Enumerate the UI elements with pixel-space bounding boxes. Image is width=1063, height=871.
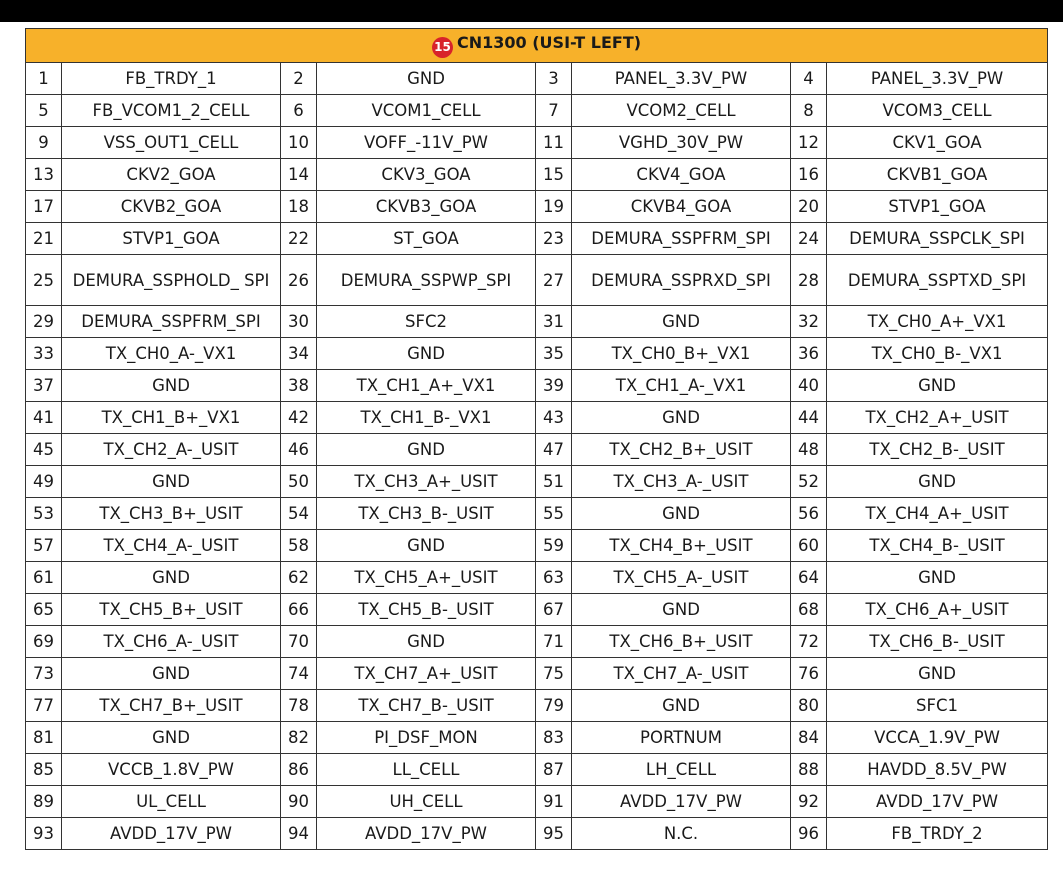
pin-number: 94 [281,818,317,850]
pin-number: 89 [26,786,62,818]
pin-signal: VCOM2_CELL [572,95,791,127]
connector-number-badge: 15 [432,37,453,58]
pin-number: 52 [791,466,827,498]
pin-number: 56 [791,498,827,530]
pin-number: 68 [791,594,827,626]
pin-signal: TX_CH5_A+_USIT [317,562,536,594]
pin-signal: TX_CH4_A-_USIT [62,530,281,562]
pin-number: 45 [26,434,62,466]
pin-number: 33 [26,338,62,370]
pin-signal: TX_CH6_B-_USIT [827,626,1048,658]
pin-number: 22 [281,223,317,255]
pin-number: 77 [26,690,62,722]
pin-signal: GND [827,562,1048,594]
pin-signal: TX_CH7_A+_USIT [317,658,536,690]
pin-number: 40 [791,370,827,402]
pin-number: 8 [791,95,827,127]
pin-signal: LL_CELL [317,754,536,786]
pin-signal: VCCB_1.8V_PW [62,754,281,786]
pin-number: 66 [281,594,317,626]
pin-number: 26 [281,255,317,306]
pin-signal: CKV2_GOA [62,159,281,191]
pin-signal: TX_CH1_B-_VX1 [317,402,536,434]
pin-signal: TX_CH1_A-_VX1 [572,370,791,402]
table-row [26,159,1048,191]
pin-number: 88 [791,754,827,786]
top-bar [0,0,1063,22]
pin-number: 61 [26,562,62,594]
pin-signal: GND [827,658,1048,690]
pin-number: 92 [791,786,827,818]
table-row [26,786,1048,818]
table-row [26,223,1048,255]
pin-number: 2 [281,63,317,95]
pin-signal: AVDD_17V_PW [62,818,281,850]
pin-signal: GND [827,370,1048,402]
pin-number: 85 [26,754,62,786]
pin-table-body [26,63,1048,850]
pin-number: 95 [536,818,572,850]
pin-signal: TX_CH0_A-_VX1 [62,338,281,370]
pin-number: 28 [791,255,827,306]
pin-number: 76 [791,658,827,690]
pin-number: 82 [281,722,317,754]
pin-number: 15 [536,159,572,191]
pin-number: 17 [26,191,62,223]
connector-title-bar [26,29,1048,63]
pin-signal: PORTNUM [572,722,791,754]
pin-number: 20 [791,191,827,223]
pin-signal: GND [62,466,281,498]
pin-signal: FB_TRDY_1 [62,63,281,95]
pin-number: 90 [281,786,317,818]
pin-number: 27 [536,255,572,306]
table-row [26,306,1048,338]
pin-signal: CKV1_GOA [827,127,1048,159]
pin-number: 55 [536,498,572,530]
pin-signal: GND [317,338,536,370]
pin-signal: STVP1_GOA [62,223,281,255]
pin-number: 59 [536,530,572,562]
pin-signal: TX_CH3_A+_USIT [317,466,536,498]
pin-signal: DEMURA_SSPCLK_SPI [827,223,1048,255]
pin-number: 5 [26,95,62,127]
pin-signal: PANEL_3.3V_PW [572,63,791,95]
pin-signal: CKVB1_GOA [827,159,1048,191]
pin-signal: SFC1 [827,690,1048,722]
pin-signal: AVDD_17V_PW [827,786,1048,818]
pin-number: 38 [281,370,317,402]
pin-number: 58 [281,530,317,562]
pin-signal: PI_DSF_MON [317,722,536,754]
pin-signal: TX_CH2_B+_USIT [572,434,791,466]
pin-signal: GND [317,626,536,658]
pin-number: 35 [536,338,572,370]
pin-signal: GND [572,498,791,530]
pin-signal: TX_CH5_B-_USIT [317,594,536,626]
pin-signal: GND [572,594,791,626]
pin-number: 13 [26,159,62,191]
pin-number: 87 [536,754,572,786]
pin-signal: TX_CH1_B+_VX1 [62,402,281,434]
pin-number: 30 [281,306,317,338]
table-row [26,562,1048,594]
connector-title: CN1300 (USI-T LEFT) [457,32,642,52]
pin-signal: N.C. [572,818,791,850]
pin-signal: VOFF_-11V_PW [317,127,536,159]
pin-number: 91 [536,786,572,818]
pin-number: 71 [536,626,572,658]
pin-signal: AVDD_17V_PW [572,786,791,818]
pin-number: 1 [26,63,62,95]
pin-signal: GND [62,722,281,754]
pin-number: 3 [536,63,572,95]
pin-signal: CKVB2_GOA [62,191,281,223]
pin-number: 34 [281,338,317,370]
table-row [26,255,1048,306]
pin-signal: TX_CH5_A-_USIT [572,562,791,594]
table-row [26,594,1048,626]
pin-number: 51 [536,466,572,498]
pin-number: 14 [281,159,317,191]
pin-signal: TX_CH6_A+_USIT [827,594,1048,626]
pin-signal: STVP1_GOA [827,191,1048,223]
table-row [26,338,1048,370]
pin-signal: CKVB3_GOA [317,191,536,223]
table-row [26,191,1048,223]
pin-signal: VCCA_1.9V_PW [827,722,1048,754]
pin-number: 47 [536,434,572,466]
pin-number: 54 [281,498,317,530]
pin-signal: TX_CH6_A-_USIT [62,626,281,658]
table-row [26,754,1048,786]
pin-number: 83 [536,722,572,754]
pin-signal: TX_CH2_B-_USIT [827,434,1048,466]
pin-number: 44 [791,402,827,434]
pin-signal: TX_CH0_A+_VX1 [827,306,1048,338]
pin-signal: GND [572,402,791,434]
pin-signal: TX_CH0_B-_VX1 [827,338,1048,370]
pin-signal: TX_CH5_B+_USIT [62,594,281,626]
pin-signal: TX_CH2_A-_USIT [62,434,281,466]
pin-signal: TX_CH4_B-_USIT [827,530,1048,562]
pin-signal: GND [317,434,536,466]
pin-number: 37 [26,370,62,402]
pin-number: 9 [26,127,62,159]
table-row [26,626,1048,658]
table-row [26,466,1048,498]
pin-signal: TX_CH0_B+_VX1 [572,338,791,370]
pin-number: 63 [536,562,572,594]
pin-signal: VSS_OUT1_CELL [62,127,281,159]
table-row [26,127,1048,159]
pin-signal: TX_CH3_B-_USIT [317,498,536,530]
pin-number: 19 [536,191,572,223]
pin-number: 6 [281,95,317,127]
pin-signal: GND [62,370,281,402]
pin-signal: DEMURA_SSPTXD_SPI [827,255,1048,306]
pin-number: 43 [536,402,572,434]
table-row [26,722,1048,754]
pin-signal: GND [317,63,536,95]
pin-signal: TX_CH4_A+_USIT [827,498,1048,530]
pin-signal: GND [572,690,791,722]
pin-signal: DEMURA_SSPFRM_SPI [572,223,791,255]
pin-signal: PANEL_3.3V_PW [827,63,1048,95]
pin-signal: GND [317,530,536,562]
pin-signal: DEMURA_SSPWP_SPI [317,255,536,306]
table-row [26,402,1048,434]
table-row [26,370,1048,402]
pin-number: 60 [791,530,827,562]
pin-number: 7 [536,95,572,127]
pin-signal: VCOM3_CELL [827,95,1048,127]
pin-number: 21 [26,223,62,255]
pin-number: 48 [791,434,827,466]
pin-number: 86 [281,754,317,786]
pin-number: 81 [26,722,62,754]
pin-signal: CKVB4_GOA [572,191,791,223]
table-row [26,95,1048,127]
pin-number: 75 [536,658,572,690]
pin-signal: TX_CH7_B+_USIT [62,690,281,722]
table-row [26,658,1048,690]
pin-signal: TX_CH7_B-_USIT [317,690,536,722]
pin-signal: GND [827,466,1048,498]
pin-number: 73 [26,658,62,690]
pin-signal: UL_CELL [62,786,281,818]
pin-signal: TX_CH3_A-_USIT [572,466,791,498]
pin-number: 32 [791,306,827,338]
pin-signal: TX_CH6_B+_USIT [572,626,791,658]
pin-table [25,28,1048,850]
pin-signal: TX_CH2_A+_USIT [827,402,1048,434]
pin-signal: HAVDD_8.5V_PW [827,754,1048,786]
table-row [26,63,1048,95]
pin-number: 16 [791,159,827,191]
pin-number: 67 [536,594,572,626]
pin-signal: SFC2 [317,306,536,338]
pin-signal: DEMURA_SSPRXD_SPI [572,255,791,306]
pin-number: 12 [791,127,827,159]
pin-number: 79 [536,690,572,722]
pin-number: 69 [26,626,62,658]
pin-number: 29 [26,306,62,338]
pin-number: 4 [791,63,827,95]
pin-signal: GND [572,306,791,338]
pin-signal: CKV4_GOA [572,159,791,191]
table-row [26,530,1048,562]
pin-signal: CKV3_GOA [317,159,536,191]
pin-number: 74 [281,658,317,690]
pin-number: 11 [536,127,572,159]
pin-signal: TX_CH1_A+_VX1 [317,370,536,402]
pin-number: 65 [26,594,62,626]
pin-signal: TX_CH4_B+_USIT [572,530,791,562]
pin-number: 50 [281,466,317,498]
pin-signal: TX_CH3_B+_USIT [62,498,281,530]
pin-number: 64 [791,562,827,594]
pin-number: 49 [26,466,62,498]
table-row [26,818,1048,850]
pin-number: 72 [791,626,827,658]
table-row [26,498,1048,530]
pin-number: 96 [791,818,827,850]
pin-number: 18 [281,191,317,223]
pin-signal: GND [62,658,281,690]
pin-signal: DEMURA_SSPHOLD_ SPI [62,255,281,306]
pin-number: 39 [536,370,572,402]
pin-signal: DEMURA_SSPFRM_SPI [62,306,281,338]
pin-number: 93 [26,818,62,850]
pin-number: 41 [26,402,62,434]
pin-signal: AVDD_17V_PW [317,818,536,850]
pin-signal: VCOM1_CELL [317,95,536,127]
pin-number: 80 [791,690,827,722]
pin-number: 23 [536,223,572,255]
pin-signal: TX_CH7_A-_USIT [572,658,791,690]
table-row [26,434,1048,466]
pin-number: 10 [281,127,317,159]
pin-number: 25 [26,255,62,306]
pin-signal: FB_VCOM1_2_CELL [62,95,281,127]
pin-number: 78 [281,690,317,722]
pin-signal: UH_CELL [317,786,536,818]
pin-signal: FB_TRDY_2 [827,818,1048,850]
pin-signal: LH_CELL [572,754,791,786]
pin-number: 46 [281,434,317,466]
pin-number: 31 [536,306,572,338]
pin-number: 62 [281,562,317,594]
pin-number: 57 [26,530,62,562]
pin-number: 42 [281,402,317,434]
pin-signal: ST_GOA [317,223,536,255]
pin-number: 84 [791,722,827,754]
table-row [26,690,1048,722]
pin-number: 36 [791,338,827,370]
pin-signal: VGHD_30V_PW [572,127,791,159]
pin-number: 24 [791,223,827,255]
pin-number: 53 [26,498,62,530]
pin-number: 70 [281,626,317,658]
pin-signal: GND [62,562,281,594]
